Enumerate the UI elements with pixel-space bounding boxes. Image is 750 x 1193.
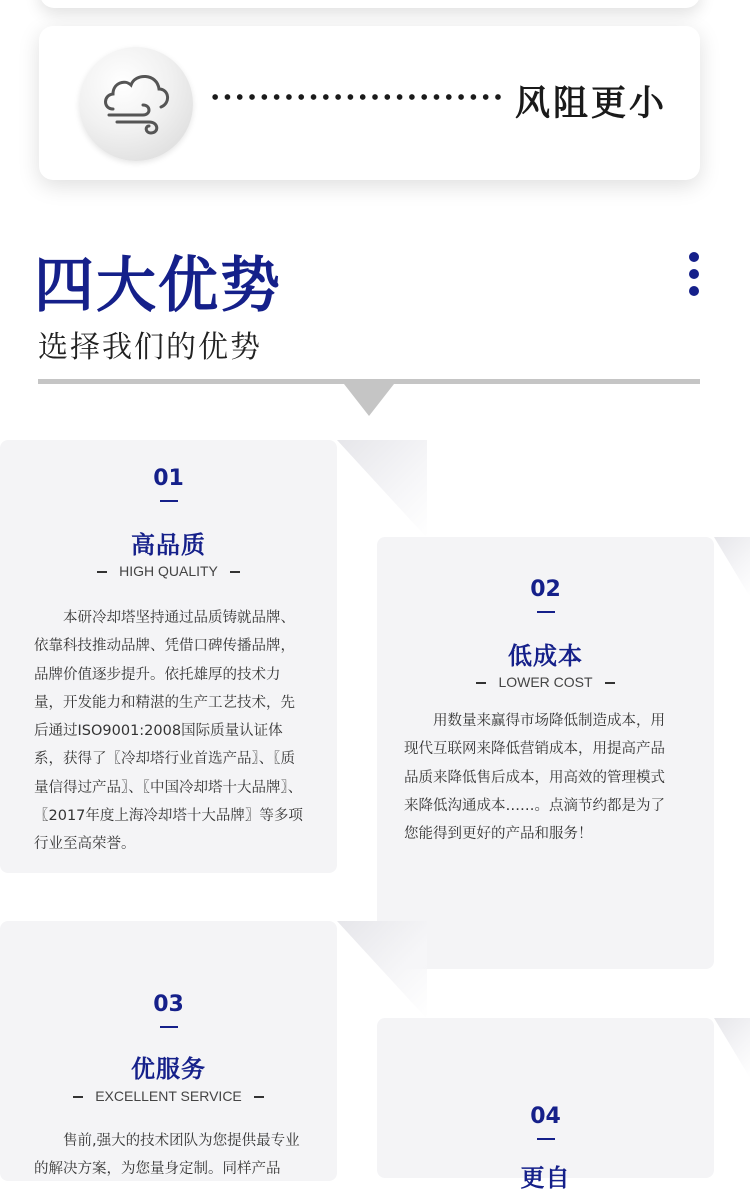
number-underline	[537, 1138, 555, 1140]
card-shadow	[337, 921, 427, 1019]
number-underline	[160, 1026, 178, 1028]
card-number: 04	[530, 1104, 561, 1129]
card-number: 01	[153, 466, 184, 491]
card-body: 本研冷却塔坚持通过品质铸就品牌、依靠科技推动品牌、凭借口碑传播品牌，品牌价值逐步提升。依托雄厚的技术力量，开发能力和精湛的生产工艺技术，先后通过ISO9001:2008国际质量认证体系，获得了〖冷却塔行业首选产品〗、〖质量信得过产品〗、〖中国冷却塔十大品牌〗、〖2017年度上海冷却塔十大品牌〗等多项行业至高荣誉。	[34, 610, 303, 853]
card-body: 售前,强大的技术团队为您提供最专业的解决方案，为您量身定制。同样产品	[34, 1133, 300, 1178]
feature-card	[39, 26, 700, 180]
divider-arrow	[344, 384, 394, 416]
card-body: 用数量来赢得市场降低制造成本，用现代互联网来降低营销成本，用提高产品品质来降低售后成本，用高效的管理模式来降低沟通成本……。点滴节约都是为了您能得到更好的产品和服务！	[404, 713, 665, 843]
card-shadow	[714, 1018, 750, 1078]
card-subtitle: EXCELLENT SERVICE	[0, 1088, 337, 1104]
cloud-icon-badge	[79, 47, 193, 161]
card-subtitle: LOWER COST	[377, 674, 714, 690]
feature-label: 风阻更小	[515, 84, 668, 124]
card-title: 更自	[520, 1164, 571, 1192]
card-number: 03	[153, 992, 184, 1017]
advantage-card-service	[0, 921, 337, 1181]
previous-card-edge	[40, 0, 700, 8]
card-title: 低成本	[508, 642, 583, 670]
section-subtitle: 选择我们的优势	[38, 330, 262, 365]
card-shadow	[714, 537, 750, 597]
card-title: 高品质	[131, 531, 206, 559]
number-underline	[160, 500, 178, 502]
card-number: 02	[530, 577, 561, 602]
number-underline	[537, 611, 555, 613]
advantage-card-quality	[0, 440, 337, 873]
advantage-card-cost	[377, 537, 714, 969]
card-subtitle: HIGH QUALITY	[0, 563, 337, 579]
more-dots-icon	[689, 252, 701, 296]
advantage-card-4	[377, 1018, 714, 1192]
dotted-leader	[209, 92, 505, 102]
card-title: 优服务	[131, 1055, 206, 1083]
card-shadow	[337, 440, 427, 538]
cloud-wind-icon	[99, 69, 173, 139]
section-title: 四大优势	[34, 251, 282, 321]
